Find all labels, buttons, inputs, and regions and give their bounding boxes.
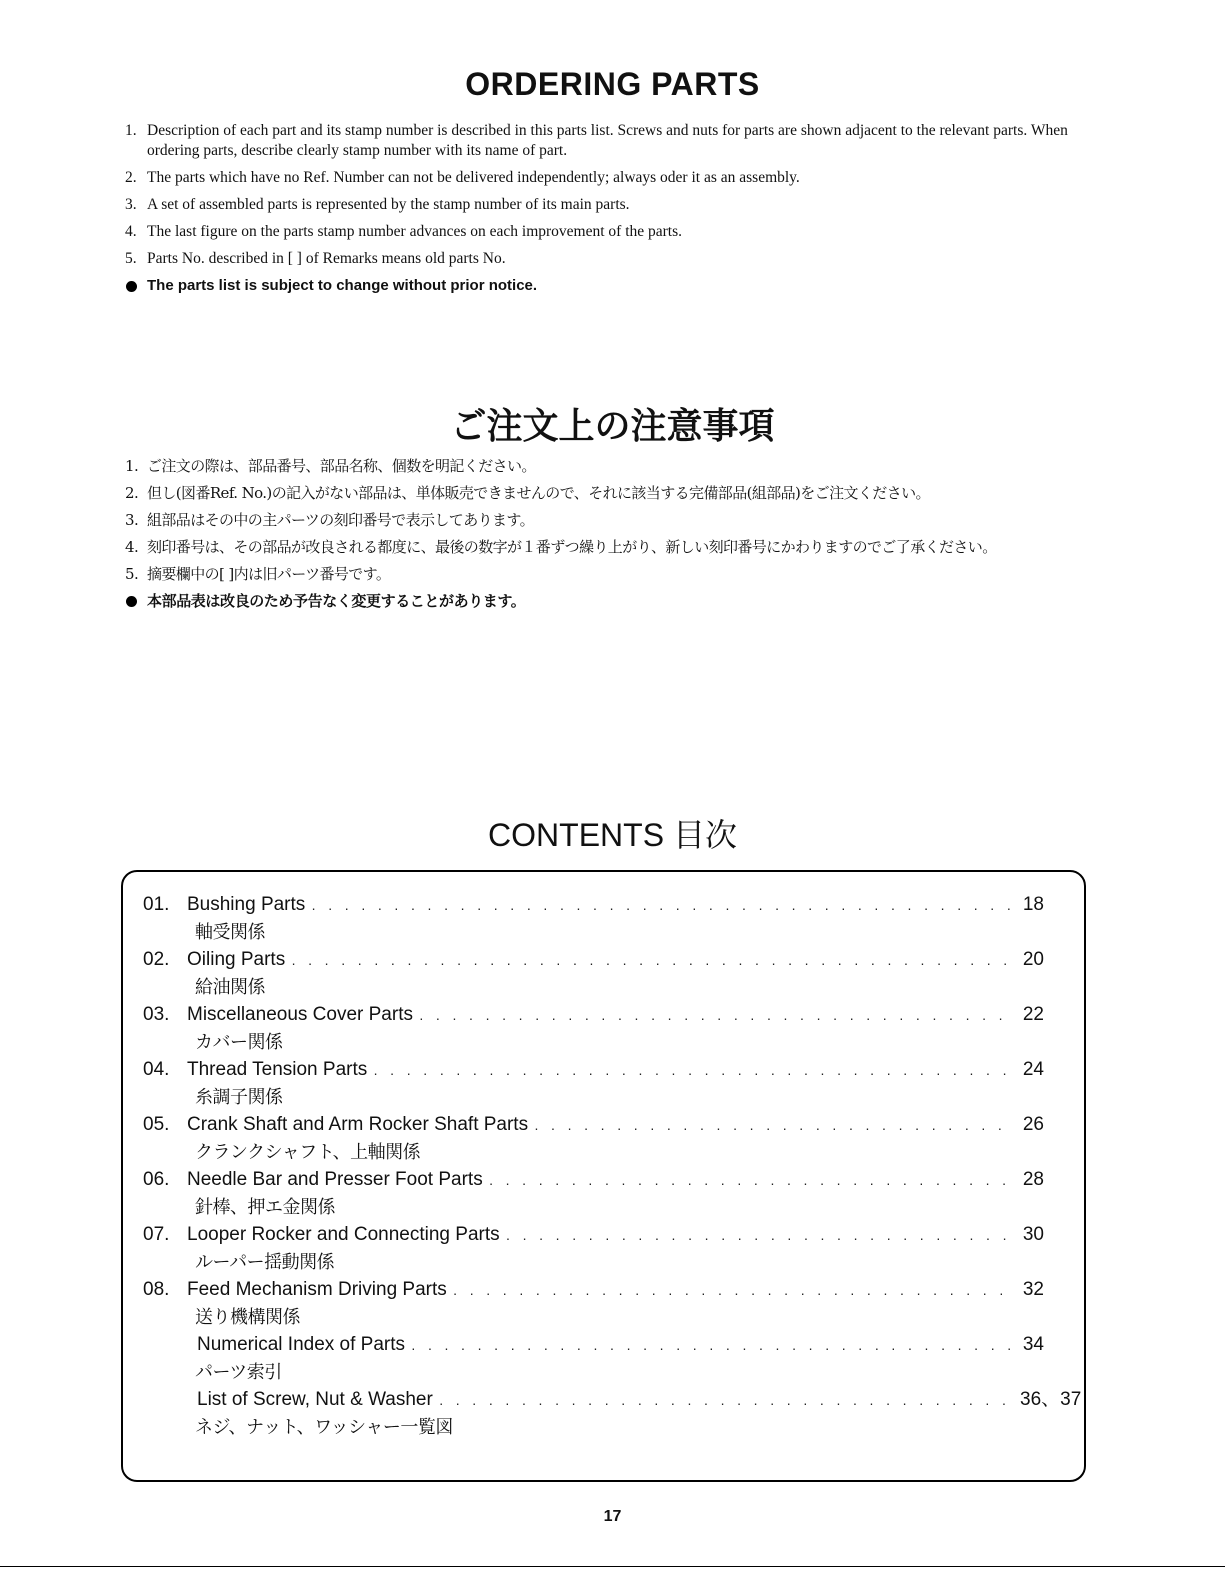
- toc-page: 34: [1022, 1334, 1044, 1355]
- bottom-rule: [0, 1566, 1225, 1567]
- dot-leader: [291, 955, 1010, 971]
- toc-subtitle: 糸調子関係: [195, 1087, 283, 1108]
- note-text: Parts No. described in [ ] of Remarks means old parts No.: [147, 250, 506, 267]
- bullet-icon: [126, 596, 137, 607]
- note-number: 3.: [125, 196, 137, 213]
- bullet-icon: [126, 281, 137, 292]
- toc-subtitle: 軸受関係: [195, 922, 265, 943]
- toc-title: Thread Tension Parts: [187, 1059, 368, 1080]
- note-number: 2.: [125, 484, 139, 502]
- toc-page: 32: [1022, 1279, 1044, 1300]
- ordering-parts-title: ORDERING PARTS: [465, 66, 760, 102]
- toc-title: Oiling Parts: [187, 949, 286, 970]
- ordering-parts-title-jp: ご注文上の注意事項: [450, 406, 775, 447]
- note-text: 刻印番号は、その部品が改良される都度に、最後の数字が１番ずつ繰り上がり、新しい刻印番号にかわりますのでご了承ください。: [147, 538, 997, 556]
- note-number: 4.: [125, 223, 137, 240]
- note-text: 但し(図番Ref. No.)の記入がない部品は、単体販売できませんので、それに該当する完備部品(組部品)をご注文ください。: [147, 484, 930, 502]
- note-text: 摘要欄中の[ ]内は旧パーツ番号です。: [147, 565, 391, 583]
- dot-leader: [439, 1395, 1010, 1411]
- toc-page: 30: [1022, 1224, 1044, 1245]
- note-number: 3.: [125, 511, 139, 529]
- toc-title: Crank Shaft and Arm Rocker Shaft Parts: [187, 1114, 529, 1135]
- toc-number: 04.: [143, 1059, 170, 1080]
- note-text: The last figure on the parts stamp number advances on each improvement of the parts.: [147, 223, 683, 240]
- toc-title: List of Screw, Nut & Washer: [197, 1389, 433, 1410]
- ordering-note-jp: [125, 537, 1100, 557]
- ordering-note-jp: [125, 510, 1100, 530]
- dot-leader: [489, 1175, 1010, 1191]
- toc-entry[interactable]: [143, 1330, 1044, 1386]
- toc-page: 26: [1022, 1114, 1044, 1135]
- toc-entry[interactable]: [143, 1275, 1044, 1331]
- change-notice: [125, 276, 1100, 296]
- contents-table: [121, 870, 1086, 1482]
- dot-leader: [311, 900, 1010, 916]
- toc-entry[interactable]: [143, 1165, 1044, 1221]
- page-number: 17: [603, 1508, 622, 1525]
- ordering-notes-list-jp: [125, 456, 1100, 618]
- contents-title: CONTENTS 目次: [488, 817, 737, 853]
- ordering-note: [125, 249, 1100, 269]
- toc-subtitle: 給油関係: [195, 977, 265, 998]
- note-text: 組部品はその中の主パーツの刻印番号で表示してあります。: [147, 511, 535, 529]
- toc-title: Needle Bar and Presser Foot Parts: [187, 1169, 483, 1190]
- toc-subtitle: ルーパー揺動関係: [195, 1252, 335, 1273]
- toc-entry[interactable]: [143, 1110, 1044, 1166]
- toc-entry[interactable]: [143, 1000, 1044, 1056]
- toc-number: 06.: [143, 1169, 170, 1190]
- toc-page: 24: [1022, 1059, 1044, 1080]
- note-text: A set of assembled parts is represented by the stamp number of its main parts.: [147, 196, 630, 213]
- note-number: 2.: [125, 169, 137, 186]
- toc-number: 03.: [143, 1004, 170, 1025]
- note-number: 5.: [125, 250, 137, 267]
- ordering-note: [125, 121, 1100, 161]
- toc-subtitle: パーツ索引: [195, 1362, 282, 1383]
- toc-page: 18: [1022, 894, 1044, 915]
- change-notice-text: The parts list is subject to change without prior notice.: [147, 277, 538, 294]
- toc-page: 28: [1022, 1169, 1044, 1190]
- toc-title: Miscellaneous Cover Parts: [187, 1004, 413, 1025]
- ordering-note-jp: [125, 483, 1100, 503]
- ordering-note-jp: [125, 456, 1100, 476]
- toc-number: 08.: [143, 1279, 170, 1300]
- ordering-note: [125, 195, 1100, 215]
- toc-title: Looper Rocker and Connecting Parts: [187, 1224, 500, 1245]
- toc-page: 20: [1022, 949, 1044, 970]
- note-number: 1.: [125, 457, 139, 475]
- toc-entry[interactable]: [143, 945, 1044, 1001]
- dot-leader: [411, 1340, 1010, 1356]
- dot-leader: [419, 1010, 1010, 1026]
- toc-title: Numerical Index of Parts: [197, 1334, 406, 1355]
- ordering-note: [125, 222, 1100, 242]
- note-number: 4.: [125, 538, 139, 556]
- note-text: Description of each part and its stamp number is described in this parts list. Screws and nuts for parts are shown adjacent to the relevant parts. When ordering parts, describe clearly stamp number with its name of part.: [147, 122, 1068, 159]
- toc-subtitle: クランクシャフト、上軸関係: [195, 1142, 421, 1163]
- toc-title: Bushing Parts: [187, 894, 306, 915]
- note-text: The parts which have no Ref. Number can not be delivered independently; always oder it as an assembly.: [147, 169, 800, 186]
- toc-number: 05.: [143, 1114, 170, 1135]
- ordering-notes-list: [125, 121, 1100, 303]
- toc-page: 36、37: [1020, 1389, 1082, 1410]
- toc-subtitle: 針棒、押エ金関係: [195, 1197, 335, 1218]
- toc-title: Feed Mechanism Driving Parts: [187, 1279, 447, 1300]
- toc-subtitle: ネジ、ナット、ワッシャー一覧図: [195, 1417, 453, 1438]
- dot-leader: [506, 1230, 1010, 1246]
- toc-entry[interactable]: [143, 1385, 1082, 1441]
- toc-number: 01.: [143, 894, 170, 915]
- change-notice-jp: [125, 591, 1100, 611]
- toc-entry[interactable]: [143, 890, 1044, 946]
- dot-leader: [534, 1120, 1010, 1136]
- toc-subtitle: カバー関係: [195, 1032, 283, 1053]
- toc-entry[interactable]: [143, 1220, 1044, 1276]
- toc-entry[interactable]: [143, 1055, 1044, 1111]
- toc-number: 02.: [143, 949, 170, 970]
- change-notice-text: 本部品表は改良のため予告なく変更することがあります。: [147, 592, 526, 610]
- toc-number: 07.: [143, 1224, 170, 1245]
- toc-subtitle: 送り機構関係: [195, 1307, 300, 1328]
- note-number: 5.: [125, 565, 139, 583]
- note-text: ご注文の際は、部品番号、部品名称、個数を明記ください。: [147, 457, 536, 475]
- note-number: 1.: [125, 122, 137, 139]
- dot-leader: [453, 1285, 1010, 1301]
- ordering-note-jp: [125, 564, 1100, 584]
- dot-leader: [373, 1065, 1010, 1081]
- ordering-note: [125, 168, 1100, 188]
- toc-page: 22: [1022, 1004, 1044, 1025]
